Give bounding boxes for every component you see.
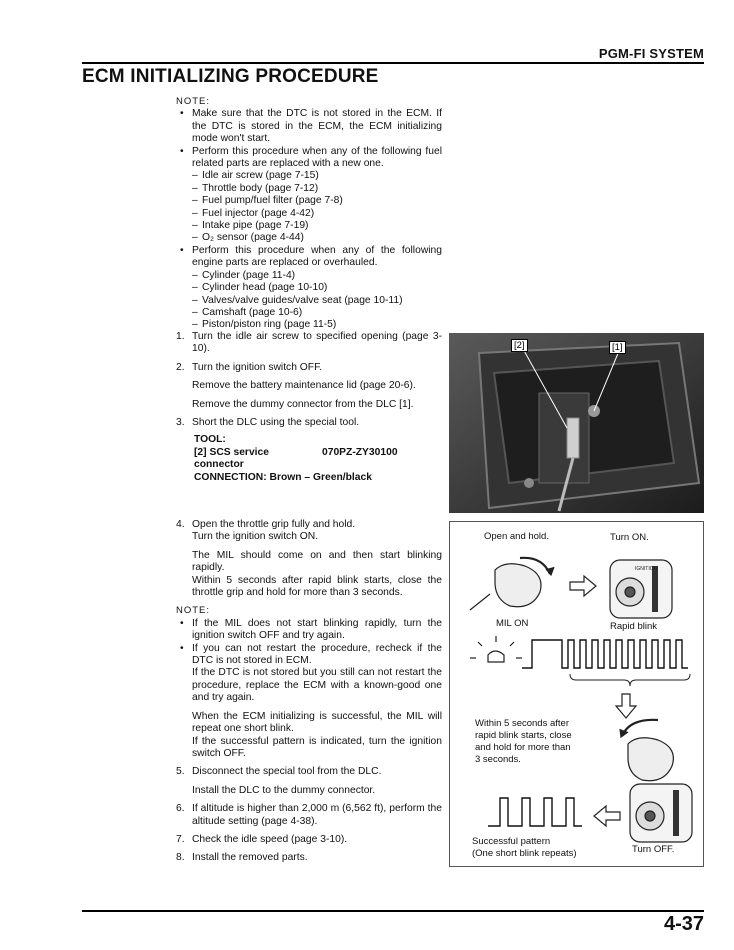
tool-name: [2] SCS service — [194, 446, 269, 458]
note-subitem: – Valves/valve guides/valve seat (page 10-11) — [192, 295, 442, 307]
callout-2: [2] — [511, 339, 528, 352]
arrow-down-icon — [616, 694, 636, 718]
step-5-detail: Install the DLC to the dummy connector. — [192, 784, 376, 796]
label-within-5s: Within 5 seconds after rapid blink starts, close and hold for more than 3 seconds. — [475, 718, 572, 765]
tool-connection: CONNECTION: Brown – Green/black — [194, 471, 372, 483]
note-item: • If the MIL does not start blinking rapidly, turn the ignition switch OFF and try again. — [176, 618, 442, 643]
note-subitem: – Throttle body (page 7-12) — [192, 183, 442, 195]
callout-1: [1] — [609, 341, 626, 354]
note-label: NOTE: — [176, 605, 211, 617]
label-turn-off: Turn OFF. — [632, 844, 675, 855]
steps-1-3 — [176, 331, 442, 484]
tool-label: TOOL: — [194, 434, 226, 446]
step-7: 7. Check the idle speed (page 3-10). — [176, 833, 348, 845]
page-number: 4-37 — [663, 913, 704, 935]
rapid-blink-waveform — [522, 640, 688, 668]
tool-name-cont: connector — [194, 459, 244, 471]
step-6: 6. If altitude is higher than 2,000 m (6,562 ft), perform the altitude setting (page 4-38). — [176, 803, 442, 827]
success-waveform — [488, 798, 582, 826]
note-item: • Make sure that the DTC is not stored in the ECM. If the DTC is stored in the ECM, the ECM initializing mode won't start. — [176, 108, 442, 145]
step-3: 3. Short the DLC using the special tool. — [176, 417, 360, 429]
bottom-rule — [82, 910, 704, 912]
dlc-photo — [449, 333, 704, 513]
tool-part-number: 070PZ-ZY30100 — [322, 446, 398, 458]
ignition-switch-off-icon — [630, 784, 692, 842]
top-rule — [82, 62, 704, 64]
procedure-diagram — [449, 521, 704, 867]
label-mil-on: MIL ON — [496, 618, 529, 629]
label-open-hold: Open and hold. — [484, 531, 549, 542]
step-2-detail: Remove the dummy connector from the DLC [1]. — [192, 398, 414, 410]
step-5: 5. Disconnect the special tool from the DLC. — [176, 766, 382, 778]
step-4-detail: When the ECM initializing is successful, the MIL will repeat one short blink. — [192, 710, 442, 735]
step-4-detail: Within 5 seconds after rapid blink starts, close the throttle grip and hold for more than 3 seconds. — [192, 574, 442, 599]
note-subitem: – O₂ sensor (page 4-44) — [192, 232, 442, 244]
note-subitem: – Cylinder (page 11-4) — [192, 270, 442, 282]
step-4-detail: If the successful pattern is indicated, turn the ignition switch OFF. — [192, 735, 442, 759]
tool-spec — [176, 434, 442, 484]
switch-text: IGNITION — [635, 566, 658, 572]
bracket — [570, 674, 690, 686]
section-label: PGM-FI SYSTEM — [598, 46, 704, 61]
note-subitem: – Fuel injector (page 4-42) — [192, 208, 442, 220]
mil-lamp-icon — [470, 636, 522, 662]
label-successful-pattern: Successful pattern (One short blink repeats) — [472, 836, 577, 859]
note-subitem: – Idle air screw (page 7-15) — [192, 170, 442, 182]
step-8: 8. Install the removed parts. — [176, 852, 308, 864]
diagram-illustration — [450, 522, 705, 868]
steps-4-8 — [176, 519, 442, 865]
step-4-detail: The MIL should come on and then start blinking rapidly. — [192, 549, 442, 574]
hand-grip-icon — [470, 558, 554, 610]
page-title: ECM INITIALIZING PROCEDURE — [82, 66, 379, 87]
note-subitem: – Piston/piston ring (page 11-5) — [192, 319, 442, 331]
step-4: 4. Open the throttle grip fully and hold. Turn the ignition switch ON. — [176, 519, 356, 543]
step-2-detail: Remove the battery maintenance lid (page 20-6). — [192, 380, 416, 392]
dlc-photo-illustration — [449, 333, 704, 513]
label-turn-on: Turn ON. — [610, 532, 649, 543]
note-subitem: – Intake pipe (page 7-19) — [192, 220, 442, 232]
step-1: 1. Turn the idle air screw to specified opening (page 3-10). — [176, 331, 442, 355]
label-rapid-blink: Rapid blink — [610, 621, 657, 632]
arrow-right-icon — [570, 576, 596, 596]
note-item: • Perform this procedure when any of the following fuel related parts are replaced with a new one. – Idle air screw (page 7-15) – Throttle body (page 7-12) – Fuel pump/fuel filter (page 7-8) – Fuel injector (page 4-42) – Intake pipe (page 7-19) – O₂ sensor (page 4-44) — [176, 146, 442, 245]
step-2: 2. Turn the ignition switch OFF. — [176, 361, 323, 373]
note-item: • Perform this procedure when any of the following engine parts are replaced or overhauled. – Cylinder (page 11-4) – Cylinder head (page 10-10) – Valves/valve guides/valve seat (page 10-11) – Camshaft (page 10-6) – Piston/piston ring (page 11-5) — [176, 245, 442, 332]
arrow-left-icon — [594, 806, 620, 826]
hand-close-icon — [620, 720, 673, 781]
note-item: • If you can not restart the procedure, recheck if the DTC is not stored in ECM. If the DTC is not stored but you still can not restart the procedure, replace the ECM with a known-good one and try again. — [176, 643, 442, 705]
note-subitem: – Cylinder head (page 10-10) — [192, 282, 442, 294]
note-block-1 — [176, 96, 442, 332]
note-label: NOTE: — [176, 96, 211, 107]
note-subitem: – Fuel pump/fuel filter (page 7-8) — [192, 195, 442, 207]
note-subitem: – Camshaft (page 10-6) — [192, 307, 442, 319]
